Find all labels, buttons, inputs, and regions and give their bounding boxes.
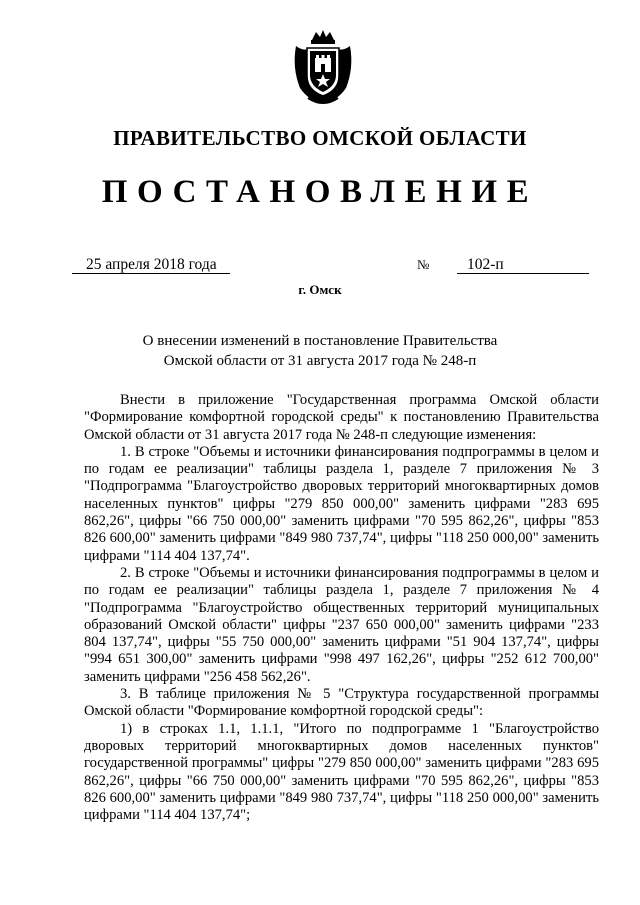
paragraph-item-3-1: 1) в строках 1.1, 1.1.1, "Итого по подпрограмме 1 "Благоустройство дворовых территорий многоквартирных домов населенных пунктов" государственной программы" цифры "279 850 000,00" заменить цифрами "283 695 862,26", цифры "66 750 000,00" заменить цифрами "70 595 862,26", цифры "853 826 600,00" заменить цифрами "849 980 737,74", цифры "118 250 000,00" заменить цифрами "114 404 137,74";: [84, 720, 599, 824]
document-date: 25 апреля 2018 года: [72, 256, 230, 274]
document-body: [84, 392, 599, 824]
city-label: г. Омск: [298, 282, 342, 297]
document-number-block: [417, 256, 589, 274]
subject-line-2: Омской области от 31 августа 2017 года № 248-п: [163, 353, 477, 369]
subject-line-1: О внесении изменений в постановление Правительства: [142, 333, 498, 349]
paragraph-item-3: 3. В таблице приложения № 5 "Структура государственной программы Омской области "Формирование комфортной городской среды":: [84, 686, 599, 720]
paragraph-item-2: 2. В строке "Объемы и источники финансирования подпрограммы в целом и по годам ее реализации" таблицы раздела 1, разделе 7 приложения № 4 "Подпрограмма "Благоустройство общественных территорий муниципальных образований Омской области" цифры "237 650 000,00" заменить цифрами "233 804 137,74", цифры "55 750 000,00" заменить цифрами "51 904 137,74", цифры "994 651 300,00" заменить цифрами "998 497 162,26", цифры "252 612 700,00" заменить цифрами "256 458 562,26".: [84, 564, 599, 685]
omsk-region-coat-of-arms-icon: [290, 28, 356, 106]
government-title: ПРАВИТЕЛЬСТВО ОМСКОЙ ОБЛАСТИ: [113, 126, 527, 150]
intro-paragraph: Внести в приложение "Государственная программа Омской области "Формирование комфортной городской среды" к постановлению Правительства Омской области от 31 августа 2017 года № 248-п следующие изменения:: [84, 392, 599, 443]
number-sign: №: [417, 257, 430, 272]
document-type-title: ПОСТАНОВЛЕНИЕ: [101, 174, 539, 210]
document-subject: [120, 331, 520, 371]
document-number: 102-п: [457, 256, 589, 274]
paragraph-item-1: 1. В строке "Объемы и источники финансирования подпрограммы в целом и по годам ее реализации" таблицы раздела 1, разделе 7 приложения № 3 "Подпрограмма "Благоустройство дворовых территорий многоквартирных домов населенных пунктов" цифры "279 850 000,00" заменить цифрами "283 695 862,26", цифры "66 750 000,00" заменить цифрами "70 595 862,26", цифры "853 826 600,00" заменить цифрами "849 980 737,74", цифры "118 250 000,00" заменить цифрами "114 404 137,74".: [84, 443, 599, 564]
